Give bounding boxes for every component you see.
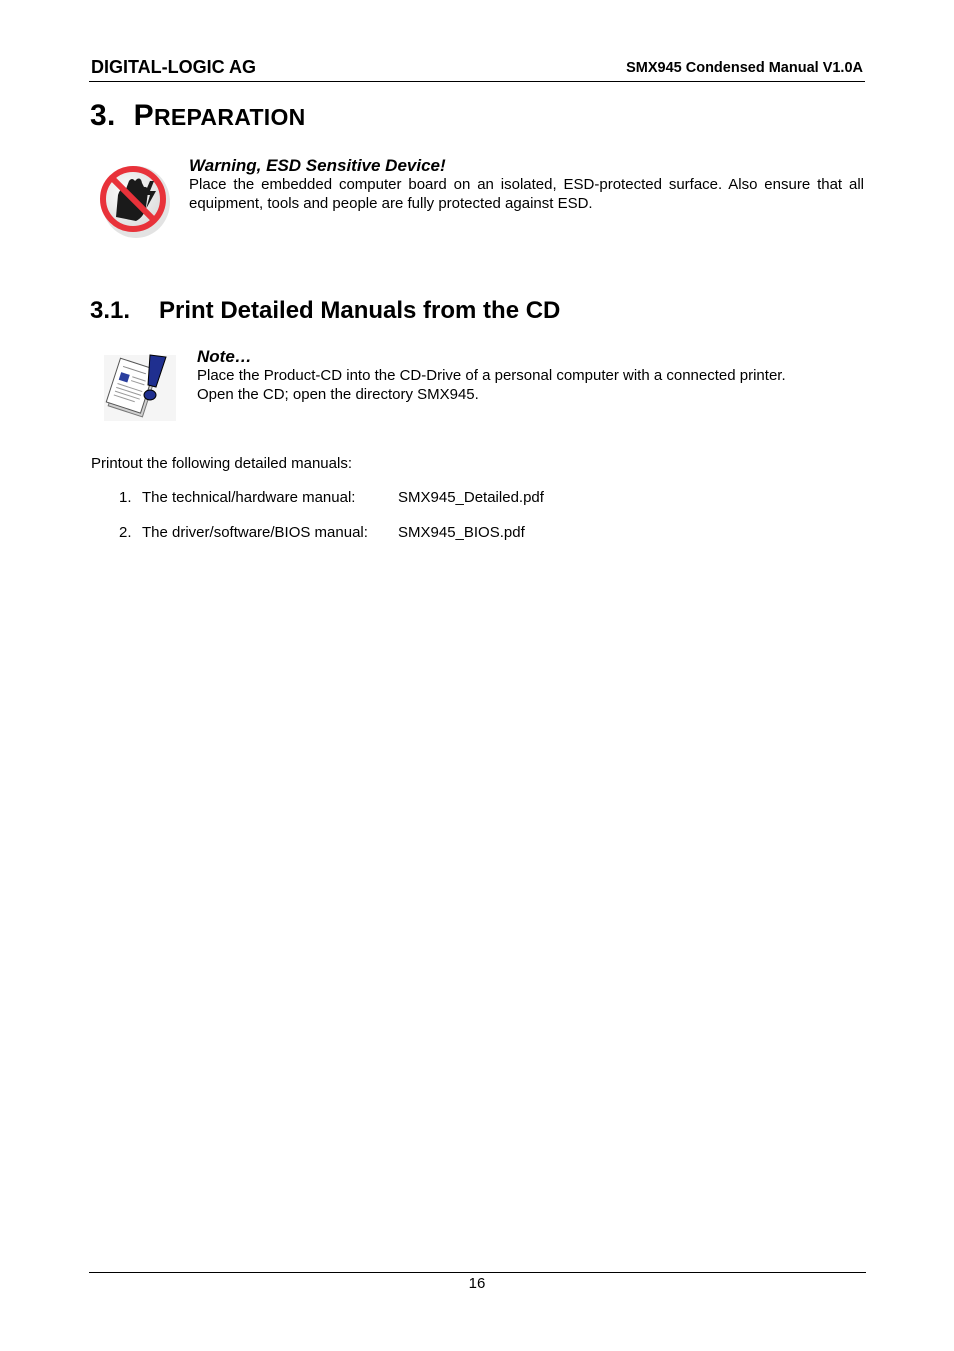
- warning-title: Warning, ESD Sensitive Device!: [189, 156, 446, 175]
- list-item-filename: SMX945_Detailed.pdf: [398, 489, 544, 506]
- list-item-label: The driver/software/BIOS manual:: [142, 524, 368, 541]
- list-item-label: The technical/hardware manual:: [142, 489, 356, 506]
- document-title: SMX945 Condensed Manual V1.0A: [626, 60, 863, 76]
- page-number: 16: [468, 1275, 486, 1292]
- note-line-1: Place the Product-CD into the CD-Drive of a personal computer with a connected printer.: [197, 367, 786, 384]
- chapter-title-rest: REPARATION: [153, 104, 306, 130]
- chapter-title-initial: P: [133, 99, 154, 132]
- note-title: Note…: [197, 347, 252, 366]
- note-line-2: Open the CD; open the directory SMX945.: [197, 385, 479, 403]
- chapter-heading: [90, 99, 306, 133]
- list-item-number: 1.: [119, 489, 132, 506]
- note-exclamation-icon: [104, 351, 178, 423]
- list-item-number: 2.: [119, 524, 132, 541]
- page-header: [89, 56, 865, 82]
- esd-warning-icon: [96, 159, 172, 239]
- section-number: 3.1.: [90, 297, 131, 324]
- warning-text: Place the embedded computer board on an isolated, ESD-protected surface. Also ensure that all equipment, tools and people are fully protected against ESD.: [189, 176, 864, 212]
- chapter-number: 3.: [90, 99, 116, 132]
- esd-warning-callout: [189, 156, 864, 213]
- note-callout: [197, 347, 857, 404]
- section-title: Print Detailed Manuals from the CD: [159, 297, 561, 324]
- company-name: DIGITAL-LOGIC AG: [91, 57, 256, 77]
- intro-paragraph: Printout the following detailed manuals:: [91, 455, 352, 472]
- section-heading: [90, 297, 560, 325]
- list-item-filename: SMX945_BIOS.pdf: [398, 524, 525, 541]
- footer-divider: [89, 1272, 866, 1273]
